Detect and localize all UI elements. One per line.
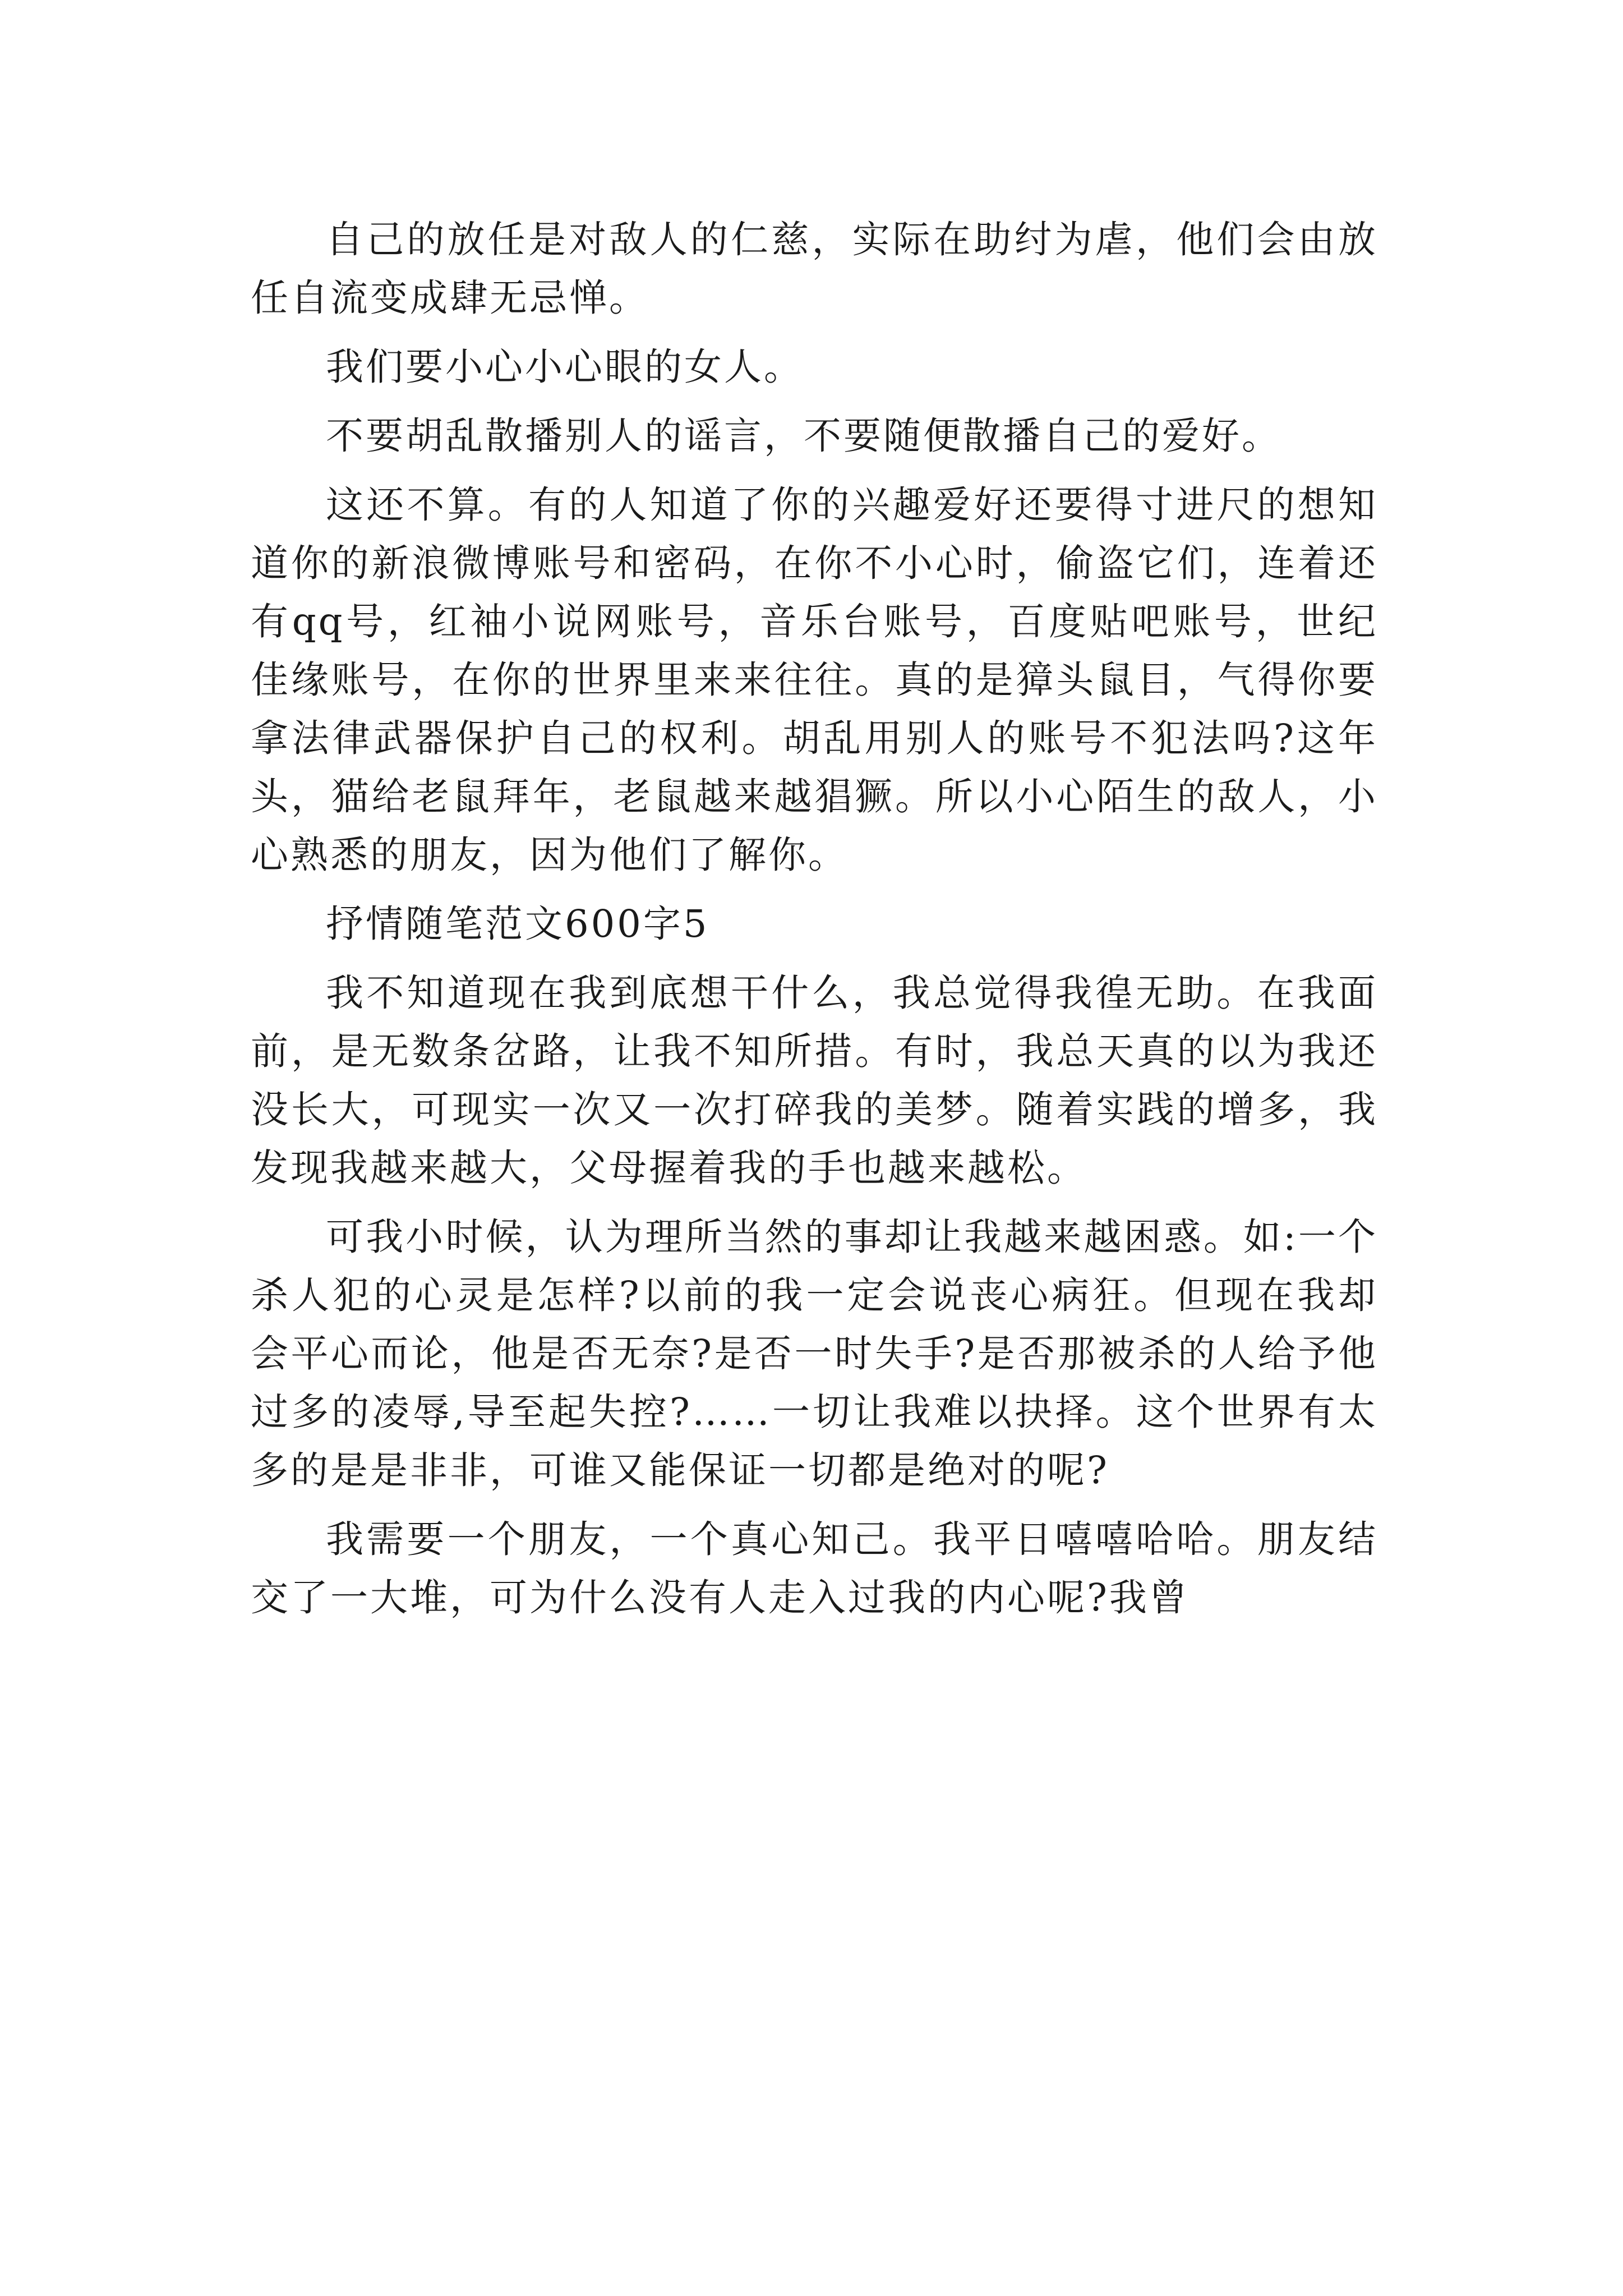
paragraph: 不要胡乱散播别人的谣言，不要随便散播自己的爱好。 xyxy=(326,414,1281,458)
paragraph: 我们要小心小心眼的女人。 xyxy=(326,345,804,389)
paragraph: 可我小时候，认为理所当然的事却让我越来越困惑。如:一个杀人犯的心灵是怎样?以前的我一定会说丧心病狂。但现在我却会平心而论，他是否无奈?是否一时失手?是否那被杀的人给予他过多的凌辱,导至起失控?……一切让我难以抉择。这个世界有太多的是是非非，可谁又能保证一切都是绝对的呢? xyxy=(251,1215,1378,1492)
paragraph: 我需要一个朋友，一个真心知己。我平日嘻嘻哈哈。朋友结交了一大堆，可为什么没有人走入过我的内心呢?我曾 xyxy=(251,1517,1378,1619)
paragraph: 自己的放任是对敌人的仁慈，实际在助纣为虐，他们会由放任自流变成肆无忌惮。 xyxy=(251,218,1378,320)
paragraph: 我不知道现在我到底想干什么，我总觉得我徨无助。在我面前，是无数条岔路，让我不知所措。有时，我总天真的以为我还没长大，可现实一次又一次打碎我的美梦。随着实践的增多，我发现我越来越大，父母握着我的手也越来越松。 xyxy=(251,971,1378,1190)
section-heading: 抒情随笔范文600字5 xyxy=(326,902,709,946)
paragraph: 这还不算。有的人知道了你的兴趣爱好还要得寸进尺的想知道你的新浪微博账号和密码，在你不小心时，偷盗它们，连着还有qq号，红袖小说网账号，音乐台账号，百度贴吧账号，世纪佳缘账号，在你的世界里来来往往。真的是獐头鼠目，气得你要拿法律武器保护自己的权利。胡乱用别人的账号不犯法吗?这年头，猫给老鼠拜年，老鼠越来越猖獗。所以小心陌生的敌人，小心熟悉的朋友，因为他们了解你。 xyxy=(251,483,1378,877)
document-body xyxy=(251,210,1378,1637)
